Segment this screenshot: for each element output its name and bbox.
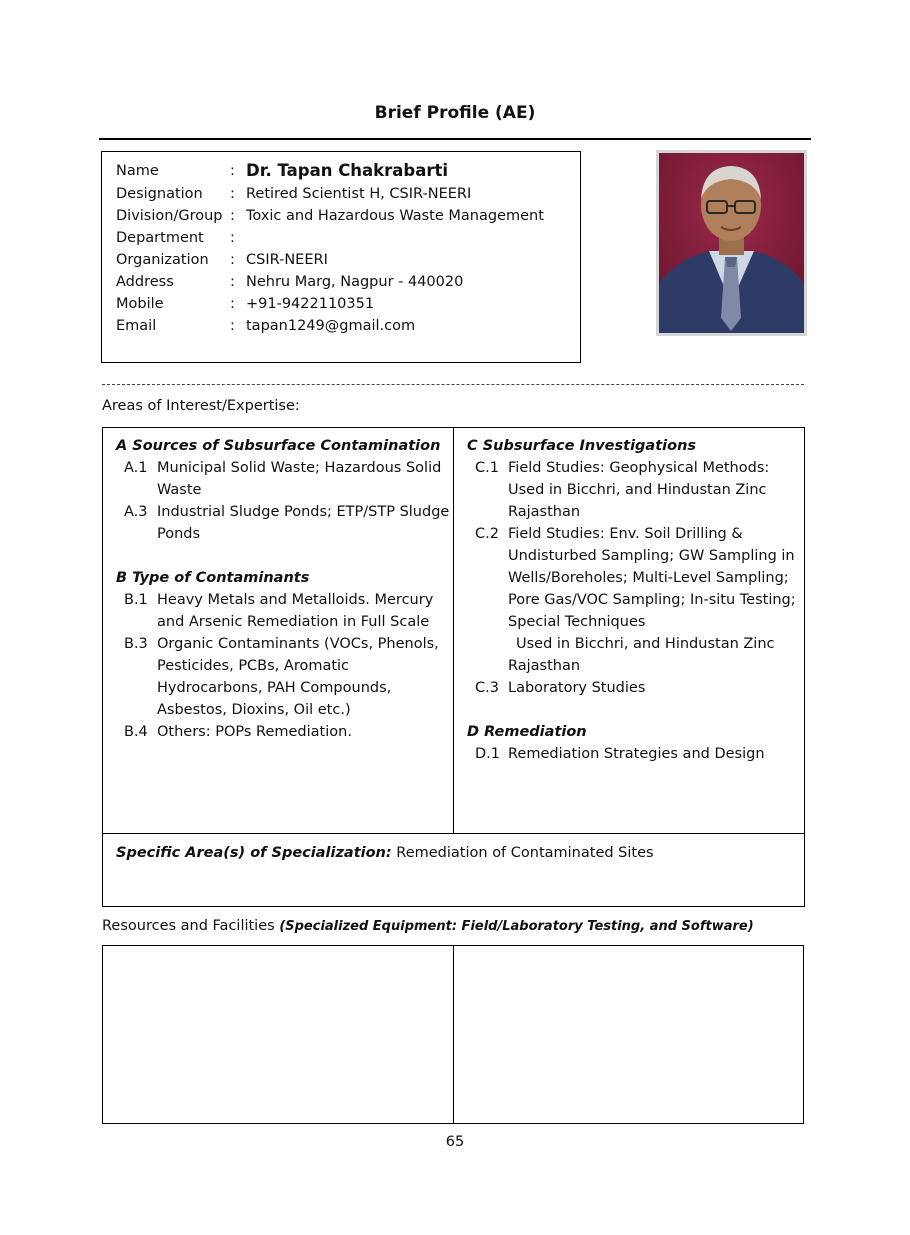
item-code: A.3 [124,504,148,520]
list-item [467,457,802,523]
list-item [116,633,451,721]
item-text: Others: POPs Remediation. [157,724,352,740]
field-label: Department [116,230,204,246]
areas-right-column [467,435,802,765]
list-item [116,589,451,633]
field-label: Address [116,274,174,290]
field-label: Mobile [116,296,164,312]
list-item [467,633,802,677]
column-divider [453,428,454,833]
portrait-photo [656,150,807,336]
areas-heading: Areas of Interest/Expertise: [102,398,300,414]
item-code: B.3 [124,636,148,652]
field-label: Designation [116,186,203,202]
item-text: Organic Contaminants (VOCs, Phenols, Pesticides, PCBs, Aromatic Hydrocarbons, PAH Compounds, Asbestos, Dioxins, Oil etc.) [157,636,439,718]
item-text: Remediation Strategies and Design [508,746,765,762]
resources-table [102,945,804,1124]
title-rule [99,138,811,140]
item-text: Laboratory Studies [508,680,646,696]
email-value: tapan1249@gmail.com [246,318,416,334]
resources-heading: Resources and Facilities [102,918,275,934]
specialization-label: Specific Area(s) of Specialization: [116,845,392,861]
field-colon: : [230,252,235,268]
resources-cell-right [454,946,803,1123]
division-value: Toxic and Hazardous Waste Management [246,208,544,224]
resources-note: (Specialized Equipment: Field/Laboratory Testing, and Software) [279,919,754,934]
item-code: C.2 [475,526,499,542]
list-item [116,501,451,545]
item-code: C.3 [475,680,499,696]
item-code: A.1 [124,460,148,476]
profile-box [101,151,581,363]
mobile-value: +91-9422110351 [246,296,375,312]
field-label: Division/Group [116,208,223,224]
page-title: Brief Profile (AE) [374,103,536,123]
list-item [467,523,802,633]
field-label: Email [116,318,157,334]
list-item [467,743,802,765]
sources-heading: A Sources of Subsurface Contamination [116,438,441,454]
item-code: D.1 [475,746,500,762]
item-text: Field Studies: Env. Soil Drilling & Undisturbed Sampling; GW Sampling in Wells/Boreholes; Multi-Level Sampling; Pore Gas/VOC Sampling; In-situ Testing; Special Techniques [508,526,796,630]
page-number: 65 [445,1134,465,1150]
field-label: Organization [116,252,209,268]
areas-table [102,427,805,907]
field-colon: : [230,296,235,312]
investigations-heading: C Subsurface Investigations [467,438,697,454]
field-colon: : [230,163,235,179]
remediation-heading: D Remediation [467,724,587,740]
row-divider [103,833,804,834]
item-code: B.4 [124,724,148,740]
list-item [467,677,802,699]
areas-left-column [116,435,451,743]
address-value: Nehru Marg, Nagpur - 440020 [246,274,464,290]
list-item [116,721,451,743]
item-text: Industrial Sludge Ponds; ETP/STP Sludge Ponds [157,504,450,542]
field-colon: : [230,208,235,224]
item-text: Field Studies: Geophysical Methods: Used in Bicchri, and Hindustan Zinc Rajasthan [508,460,770,520]
specialization-value: Remediation of Contaminated Sites [396,845,654,861]
resources-heading-row [102,918,754,934]
field-colon: : [230,186,235,202]
name-value: Dr. Tapan Chakrabarti [246,161,449,180]
field-colon: : [230,230,235,246]
field-colon: : [230,274,235,290]
item-text: Municipal Solid Waste; Hazardous Solid Waste [157,460,442,498]
organization-value: CSIR-NEERI [246,252,328,268]
contaminants-heading: B Type of Contaminants [116,570,310,586]
item-code: B.1 [124,592,148,608]
portrait-icon [659,153,804,333]
item-text: Heavy Metals and Metalloids. Mercury and Arsenic Remediation in Full Scale [157,592,434,630]
designation-value: Retired Scientist H, CSIR-NEERI [246,186,472,202]
item-code: C.1 [475,460,499,476]
section-divider [102,384,804,385]
field-label: Name [116,163,159,179]
list-item [116,457,451,501]
item-text: Used in Bicchri, and Hindustan Zinc Rajasthan [508,636,775,674]
resources-cell-left [103,946,454,1123]
field-colon: : [230,318,235,334]
specialization-row [116,842,654,864]
